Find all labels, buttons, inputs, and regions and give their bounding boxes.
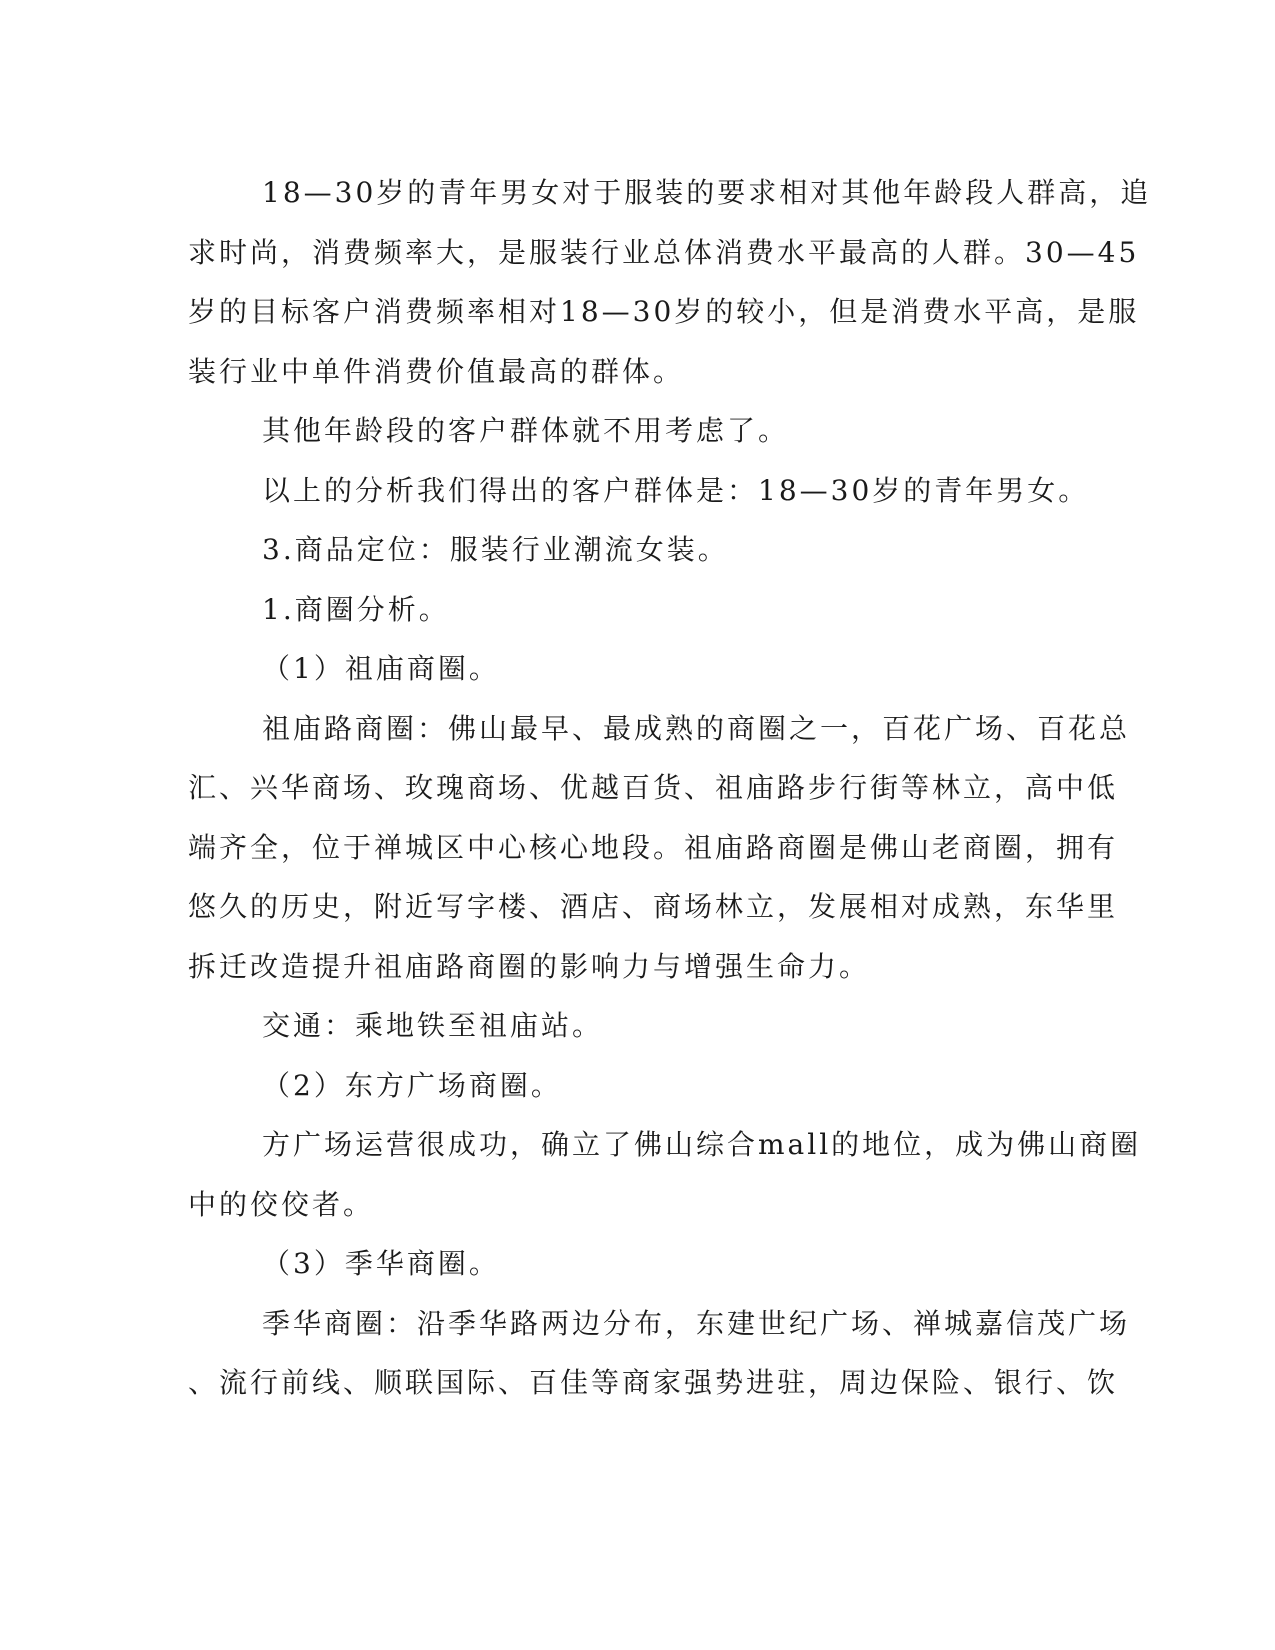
text-line: 、流行前线、顺联国际、百佳等商家强势进驻，周边保险、银行、饮: [188, 1366, 1119, 1399]
text-line: 求时尚，消费频率大，是服装行业总体消费水平最高的人群。30—45: [188, 235, 1140, 269]
text-line: 悠久的历史，附近写字楼、酒店、商场林立，发展相对成熟，东华里: [188, 890, 1119, 923]
document-body: [188, 163, 1152, 1413]
paragraph-jihua-description: [188, 1294, 1131, 1413]
paragraph-transport: [188, 996, 1068, 1056]
text-line: （1）祖庙商圈。: [262, 652, 500, 685]
heading-product-positioning: [188, 520, 1068, 580]
paragraph-dongfang-description: [188, 1115, 1142, 1234]
text-line: 以上的分析我们得出的客户群体是：18—30岁的青年男女。: [262, 473, 1090, 507]
text-line: 拆迁改造提升祖庙路商圈的影响力与增强生命力。: [188, 949, 871, 983]
heading-jihua-district: [188, 1234, 1068, 1294]
text-line: （3）季华商圈。: [262, 1247, 500, 1280]
text-line: 其他年龄段的客户群体就不用考虑了。: [262, 414, 790, 447]
text-line: 岁的目标客户消费频率相对18—30岁的较小，但是消费水平高，是服: [188, 295, 1140, 328]
text-line: （2）东方广场商圈。: [262, 1068, 562, 1102]
text-line: 装行业中单件消费价值最高的群体。: [188, 354, 685, 388]
heading-business-district-analysis: [188, 580, 1068, 640]
text-line: 18—30岁的青年男女对于服装的要求相对其他年龄段人群高，追: [262, 176, 1152, 209]
paragraph-age-analysis: [188, 163, 1152, 401]
text-line: 交通：乘地铁至祖庙站。: [262, 1009, 604, 1042]
text-line: 祖庙路商圈：佛山最早、最成熟的商圈之一，百花广场、百花总: [262, 711, 1131, 745]
paragraph-zumiao-description: [188, 699, 1131, 997]
text-line: 季华商圈：沿季华路两边分布，东建世纪广场、禅城嘉信茂广场: [262, 1306, 1131, 1340]
heading-zumiao-district: [188, 639, 1068, 699]
paragraph-other-ages: [188, 401, 1068, 461]
text-line: 汇、兴华商场、玫瑰商场、优越百货、祖庙路步行街等林立，高中低: [188, 771, 1119, 804]
heading-dongfang-district: [188, 1056, 1068, 1116]
text-line: 中的佼佼者。: [188, 1187, 375, 1221]
text-line: 1.商圈分析。: [262, 592, 450, 626]
text-line: 端齐全，位于禅城区中心核心地段。祖庙路商圈是佛山老商圈，拥有: [188, 830, 1119, 864]
text-line: 方广场运营很成功，确立了佛山综合mall的地位，成为佛山商圈: [262, 1128, 1142, 1161]
paragraph-customer-conclusion: [188, 461, 1090, 521]
text-line: 3.商品定位：服装行业潮流女装。: [262, 533, 729, 566]
